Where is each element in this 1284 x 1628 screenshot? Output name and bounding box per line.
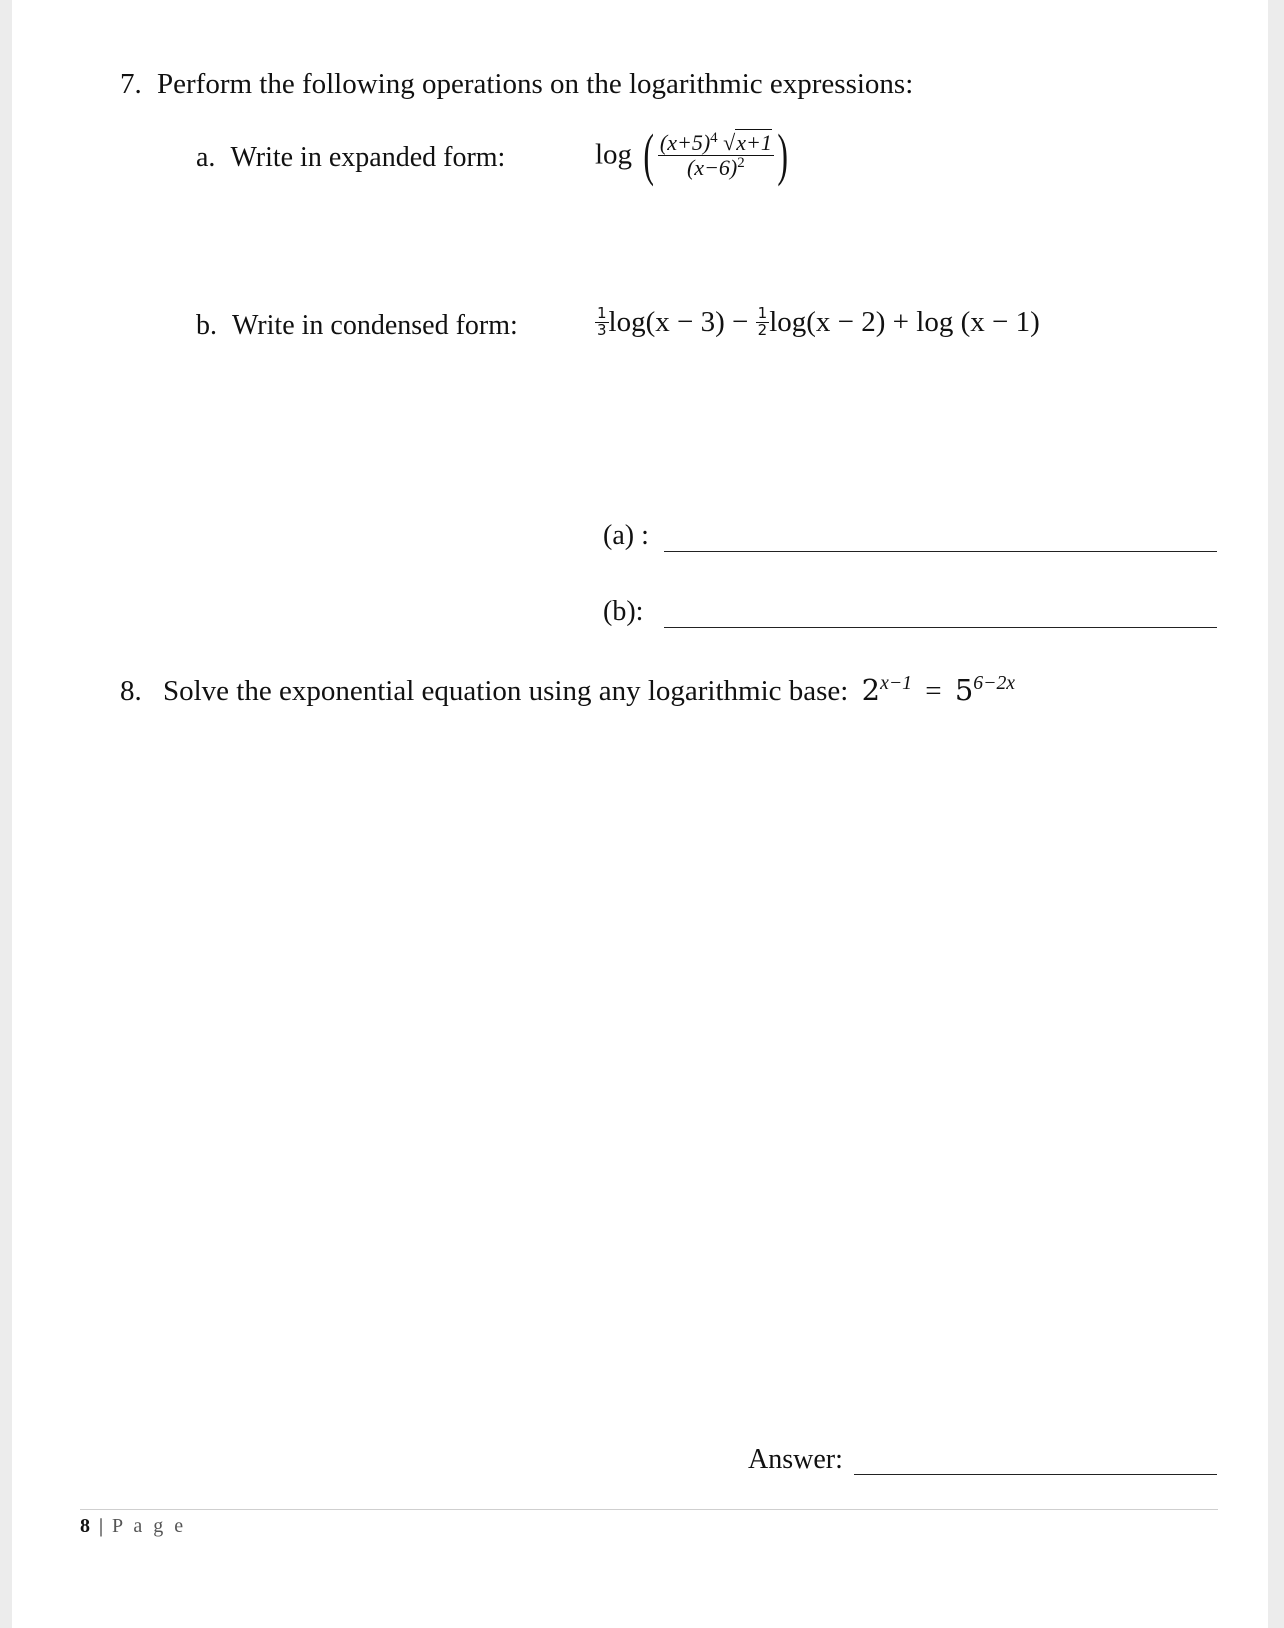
part-b-text: Write in condensed form: [232,310,518,341]
part-a-fraction [658,131,774,178]
question-8-text: Solve the exponential equation using any logarithmic base: [163,675,849,707]
rhs-base: 5 [954,673,974,707]
answer-a-line[interactable] [664,551,1217,552]
part-b-expression [595,304,1040,339]
question-8 [120,673,1015,708]
page-footer [80,1515,186,1538]
part-a-numerator: $(x+5)^4$ √x+1 [659,130,772,156]
sqrt-symbol: √ [723,130,736,156]
answer-8-line[interactable] [854,1474,1217,1475]
sqrt-content: x+1 [736,130,772,156]
part-a-expression [595,122,792,187]
footer-divider [80,1509,1218,1510]
answer-b-label: (b): [603,596,644,627]
part-a-prompt [196,142,505,174]
part-b-term-2: log(x − 2) + log (x − 1) [769,305,1040,338]
answer-b-line[interactable] [664,627,1217,628]
fraction-one-third: $\frac{1}{3}$ [597,304,607,339]
footer-separator: | [99,1515,104,1537]
part-b-term-1: log(x − 3) − [608,305,749,338]
part-a-denominator: $(x-6)^2$ [686,154,745,180]
question-7 [120,68,913,101]
part-b-label: b. [196,310,217,341]
part-b-prompt [196,310,518,342]
rhs-exponent: 6−2x [973,672,1016,695]
answer-8-label: Answer: [748,1444,843,1475]
right-paren: ) [777,122,789,187]
lhs-exponent: x−1 [880,672,912,695]
part-a-text: Write in expanded form: [230,142,506,173]
question-8-number: 8. [120,675,142,707]
question-7-number: 7. [120,68,142,100]
lhs-base: 2 [861,673,881,707]
part-a-label: a. [196,142,216,173]
page-number: 8 [80,1515,90,1537]
equation [861,672,1016,707]
left-paren: ( [643,122,655,187]
question-7-text: Perform the following operations on the logarithmic expressions: [157,68,914,100]
document-page [12,0,1268,1628]
log-function: log [595,138,633,171]
answer-a-label: (a) : [603,520,649,551]
fraction-one-half: $\frac{1}{2}$ [757,304,768,339]
equals-sign: = [925,675,942,707]
page-word: P a g e [112,1515,187,1537]
